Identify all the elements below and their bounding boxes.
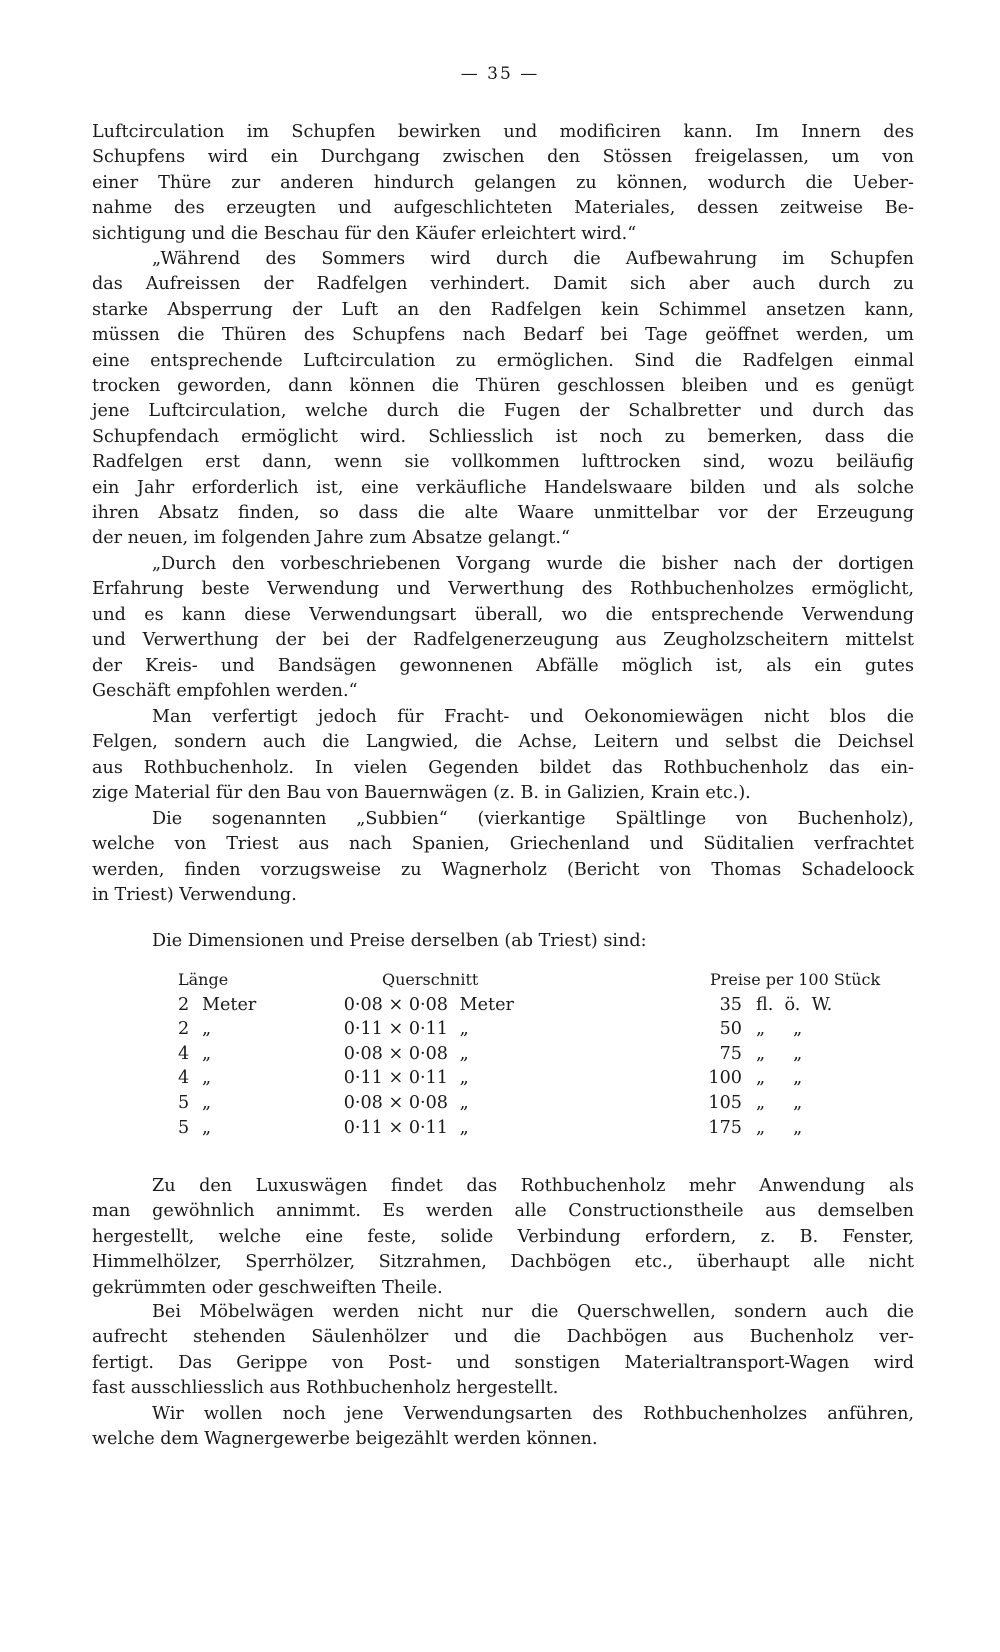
column-header-cross-section: Querschnitt: [382, 970, 479, 989]
text-line: „Während des Sommers wird durch die Aufbewahrung im Schupfen: [152, 249, 914, 269]
length-cell: [178, 1017, 330, 1042]
paragraph-2: [92, 247, 914, 552]
cross-section-b: 0·08: [408, 1092, 448, 1113]
page-number: — 35 —: [460, 64, 540, 84]
price-cell: [664, 1042, 880, 1067]
text-line: „Durch den vorbeschriebenen Vorgang wurde die bisher nach der dortigen: [152, 554, 914, 574]
text-line: ihren Absatz finden, so dass die alte Waare unmittelbar vor der Erzeugung: [92, 502, 914, 523]
length-cell: [178, 1042, 330, 1067]
cross-section-unit: „: [459, 1092, 469, 1113]
text-line: ein Jahr erforderlich ist, eine verkäufliche Handelswaare bilden und als solche: [92, 477, 914, 498]
length-cell: [178, 1066, 330, 1091]
text-line: trocken geworden, dann können die Thüren geschlossen bleiben und es genügt: [92, 375, 914, 396]
length-value: 2: [178, 1019, 190, 1040]
text-line: Die sogenannten „Subbien“ (vierkantige Spältlinge von Buchenholz),: [152, 809, 914, 829]
currency: „ „: [756, 1043, 803, 1064]
text-line: das Aufreissen der Radfelgen verhindert. Damit sich aber auch durch zu: [92, 274, 914, 295]
times-sign: ×: [388, 1043, 404, 1064]
paragraph-1: [92, 120, 914, 247]
cross-section-b: 0·08: [408, 994, 448, 1015]
text-line: eine entsprechende Luftcirculation zu ermöglichen. Sind die Radfelgen einmal: [92, 350, 914, 371]
text-line: starke Absperrung der Luft an den Radfelgen kein Schimmel ansetzen kann,: [92, 299, 914, 320]
paragraph-5: [92, 807, 914, 909]
length-cell: [178, 1091, 330, 1116]
table-row: [178, 1066, 880, 1091]
length-value: 4: [178, 1068, 190, 1089]
cross-section-b: 0·11: [408, 1117, 448, 1138]
price-value: 50: [719, 1019, 742, 1040]
cross-section-unit: „: [459, 1117, 469, 1138]
cross-section-b: 0·08: [408, 1043, 448, 1064]
table-header-row: [178, 968, 880, 993]
text-line: man gewöhnlich annimmt. Es werden alle Constructionstheile aus demselben: [92, 1201, 914, 1222]
length-unit: „: [202, 1043, 212, 1064]
cross-section-value: [330, 993, 448, 1018]
text-line: zige Material für den Bau von Bauernwägen (z. B. in Galizien, Krain etc.).: [92, 783, 751, 804]
length-unit: „: [202, 1019, 212, 1040]
paragraph-4: [92, 705, 914, 807]
cross-section-cell: [330, 1091, 664, 1116]
times-sign: ×: [388, 1117, 404, 1138]
times-sign: ×: [388, 1068, 404, 1089]
text-line: fast ausschliesslich aus Rothbuchenholz hergestellt.: [92, 1378, 559, 1399]
cross-section-a: 0·08: [343, 1092, 383, 1113]
price-value: 35: [719, 994, 742, 1015]
cross-section-value: [330, 1116, 448, 1141]
text-line: Felgen, sondern auch die Langwied, die Achse, Leitern und selbst die Deichsel: [92, 732, 914, 753]
price-cell: [664, 1066, 880, 1091]
cross-section-a: 0·08: [343, 994, 383, 1015]
length-value: 5: [178, 1117, 190, 1138]
price-cell: [664, 993, 880, 1018]
price-value: 175: [708, 1117, 742, 1138]
text-line: Man verfertigt jedoch für Fracht- und Oekonomiewägen nicht blos die: [152, 707, 914, 727]
text-line: jene Luftcirculation, welche durch die Fugen der Schalbretter und durch das: [92, 401, 914, 422]
length-unit: Meter: [202, 994, 257, 1015]
text-line: Radfelgen erst dann, wenn sie vollkommen lufttrocken sind, wozu beiläufig: [92, 452, 914, 473]
text-line: aufrecht stehenden Säulenhölzer und die Dachbögen aus Buchenholz ver-: [92, 1327, 914, 1348]
text-line: werden, finden vorzugsweise zu Wagnerholz (Bericht von Thomas Schadeloock: [92, 859, 914, 880]
price-value: 100: [708, 1068, 742, 1089]
price-cell: [664, 1091, 880, 1116]
length-unit: „: [202, 1092, 212, 1113]
text-line: Zu den Luxuswägen findet das Rothbuchenholz mehr Anwendung als: [152, 1176, 914, 1196]
table-row: [178, 1042, 880, 1067]
text-line: welche von Triest aus nach Spanien, Griechenland und Süditalien verfrachtet: [92, 834, 914, 855]
text-line: fertigt. Das Gerippe von Post- und sonstigen Materialtransport-Wagen wird: [92, 1352, 914, 1373]
length-value: 5: [178, 1092, 190, 1113]
paragraph-7: [92, 1300, 914, 1402]
currency: „ „: [756, 1092, 803, 1113]
text-line: hergestellt, welche eine feste, solide Verbindung erfordern, z. B. Fenster,: [92, 1226, 914, 1247]
cross-section-a: 0·11: [343, 1019, 383, 1040]
column-header-length: Länge: [178, 970, 229, 989]
text-line: müssen die Thüren des Schupfens nach Bedarf bei Tage geöffnet werden, um: [92, 325, 914, 346]
cross-section-unit: Meter: [459, 994, 514, 1015]
text-line: einer Thüre zur anderen hindurch gelangen zu können, wodurch die Ueber-: [92, 172, 914, 193]
text-line: Bei Möbelwägen werden nicht nur die Querschwellen, sondern auch die: [152, 1302, 914, 1322]
length-value: 4: [178, 1043, 190, 1064]
length-cell: [178, 1116, 330, 1141]
cross-section-value: [330, 1066, 448, 1091]
cross-section-a: 0·11: [343, 1117, 383, 1138]
cross-section-value: [330, 1017, 448, 1042]
text-line: und es kann diese Verwendungsart überall, wo die entsprechende Verwendung: [92, 604, 914, 625]
text-line: der Kreis- und Bandsägen gewonnenen Abfälle möglich ist, als ein gutes: [92, 655, 914, 676]
cross-section-a: 0·08: [343, 1043, 383, 1064]
currency: „ „: [756, 1117, 803, 1138]
price-cell: [664, 1017, 880, 1042]
paragraph-3: [92, 552, 914, 704]
column-header-price: Preise per 100 Stück: [710, 970, 881, 989]
paragraph-6: [92, 1174, 914, 1301]
table-row: [178, 1091, 880, 1116]
currency: „ „: [756, 1019, 803, 1040]
cross-section-a: 0·11: [343, 1068, 383, 1089]
text-line: welche dem Wagnergewerbe beigezählt werden können.: [92, 1429, 598, 1450]
cross-section-unit: „: [459, 1043, 469, 1064]
price-value: 75: [719, 1043, 742, 1064]
cross-section-cell: [330, 1017, 664, 1042]
table-row: [178, 993, 880, 1018]
table-row: [178, 1116, 880, 1141]
text-line: gekrümmten oder geschweiften Theile.: [92, 1277, 443, 1298]
text-line: Wir wollen noch jene Verwendungsarten des Rothbuchenholzes anführen,: [152, 1404, 914, 1424]
text-line: nahme des erzeugten und aufgeschlichteten Materiales, dessen zeitweise Be-: [92, 198, 914, 219]
times-sign: ×: [388, 1092, 404, 1113]
cross-section-cell: [330, 1116, 664, 1141]
cross-section-value: [330, 1091, 448, 1116]
text-line: der neuen, im folgenden Jahre zum Absatze gelangt.“: [92, 528, 570, 549]
cross-section-unit: „: [459, 1019, 469, 1040]
text-line: sichtigung und die Beschau für den Käufer erleichtert wird.“: [92, 223, 637, 244]
length-cell: [178, 993, 330, 1018]
cross-section-cell: [330, 1066, 664, 1091]
times-sign: ×: [388, 1019, 404, 1040]
paragraph-8: [92, 1402, 914, 1453]
cross-section-b: 0·11: [408, 1019, 448, 1040]
cross-section-value: [330, 1042, 448, 1067]
text-line: und Verwerthung der bei der Radfelgenerzeugung aus Zeugholzscheitern mittelst: [92, 630, 914, 651]
text-line: aus Rothbuchenholz. In vielen Gegenden bildet das Rothbuchenholz das ein-: [92, 757, 914, 778]
text-line: Schupfendach ermöglicht wird. Schliesslich ist noch zu bemerken, dass die: [92, 426, 914, 447]
cross-section-unit: „: [459, 1068, 469, 1089]
currency: „ „: [756, 1068, 803, 1089]
currency: fl. ö. W.: [756, 994, 833, 1015]
text-line: Erfahrung beste Verwendung und Verwerthung des Rothbuchenholzes ermöglicht,: [92, 579, 914, 600]
text-line: in Triest) Verwendung.: [92, 885, 297, 906]
price-value: 105: [708, 1092, 742, 1113]
text-line: Himmelhölzer, Sperrhölzer, Sitzrahmen, Dachbögen etc., überhaupt alle nicht: [92, 1252, 914, 1273]
table-row: [178, 1017, 880, 1042]
cross-section-cell: [330, 993, 664, 1018]
price-cell: [664, 1116, 880, 1141]
text-line: Geschäft empfohlen werden.“: [92, 680, 358, 701]
length-unit: „: [202, 1117, 212, 1138]
text-line: Luftcirculation im Schupfen bewirken und modificiren kann. Im Innern des: [92, 122, 914, 142]
times-sign: ×: [388, 994, 404, 1015]
length-value: 2: [178, 994, 190, 1015]
table-intro: Die Dimensionen und Preise derselben (ab Triest) sind:: [152, 931, 647, 951]
length-unit: „: [202, 1068, 212, 1089]
cross-section-cell: [330, 1042, 664, 1067]
text-line: Schupfens wird ein Durchgang zwischen den Stössen freigelassen, um von: [92, 147, 914, 168]
cross-section-b: 0·11: [408, 1068, 448, 1089]
dimensions-price-table: [178, 968, 880, 1140]
